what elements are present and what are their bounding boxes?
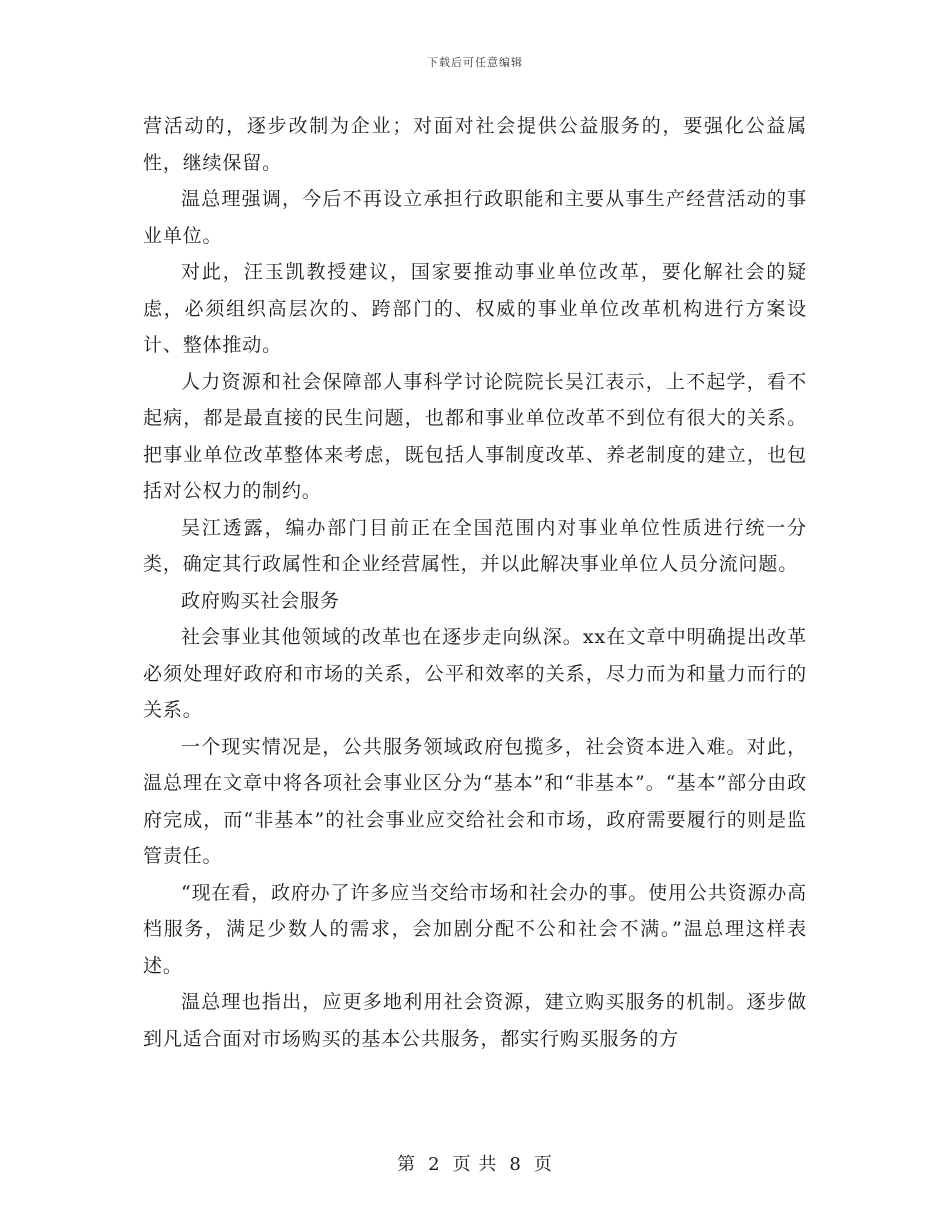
document-body xyxy=(143,108,807,1057)
paragraph: 温总理强调，今后不再设立承担行政职能和主要从事生产经营活动的事业单位。 xyxy=(143,188,807,247)
paragraph: 吴江透露，编办部门目前正在全国范围内对事业单位性质进行统一分类，确定其行政属性和企业经营属性，并以此解决事业单位人员分流问题。 xyxy=(143,516,807,575)
paragraph: 社会事业其他领域的改革也在逐步走向纵深。xx在文章中明确提出改革必须处理好政府和市场的关系，公平和效率的关系，尽力而为和量力而行的关系。 xyxy=(143,626,807,721)
paragraph: “现在看，政府办了许多应当交给市场和社会办的事。使用公共资源办高档服务，满足少数人的需求，会加剧分配不公和社会不满。”温总理这样表述。 xyxy=(143,881,807,977)
footer-prefix: 第 xyxy=(397,1154,417,1175)
footer-middle: 页 共 xyxy=(452,1154,498,1175)
paragraph: 对此，汪玉凯教授建议，国家要推动事业单位改革，要化解社会的疑虑，必须组织高层次的、跨部门的、权威的事业单位改革机构进行方案设计、整体推动。 xyxy=(143,261,807,356)
footer-suffix: 页 xyxy=(533,1154,553,1175)
page-footer xyxy=(0,1150,950,1176)
paragraph: 营活动的，逐步改制为企业；对面对社会提供公益服务的，要强化公益属性，继续保留。 xyxy=(143,115,807,174)
footer-current-page: 2 xyxy=(428,1154,441,1175)
paragraph: 人力资源和社会保障部人事科学讨论院院长吴江表示，上不起学，看不起病，都是最直接的民生问题，也都和事业单位改革不到位有很大的关系。把事业单位改革整体来考虑，既包括人事制度改革、养老制度的建立，也包括对公权力的制约。 xyxy=(143,370,807,502)
paragraph: 温总理也指出，应更多地利用社会资源，建立购买服务的机制。逐步做到凡适合面对市场购买的基本公共服务，都实行购买服务的方 xyxy=(143,991,807,1050)
footer-total-pages: 8 xyxy=(509,1154,522,1175)
page-header-note: 下载后可任意编辑 xyxy=(427,56,523,69)
section-heading: 政府购买社会服务 xyxy=(181,589,340,612)
paragraph: 一个现实情况是，公共服务领域政府包揽多，社会资本进入难。对此，温总理在文章中将各项社会事业区分为“基本”和“非基本”。“基本”部分由政府完成，而“非基本”的社会事业应交给社会和市场，政府需要履行的则是监管责任。 xyxy=(143,735,807,867)
